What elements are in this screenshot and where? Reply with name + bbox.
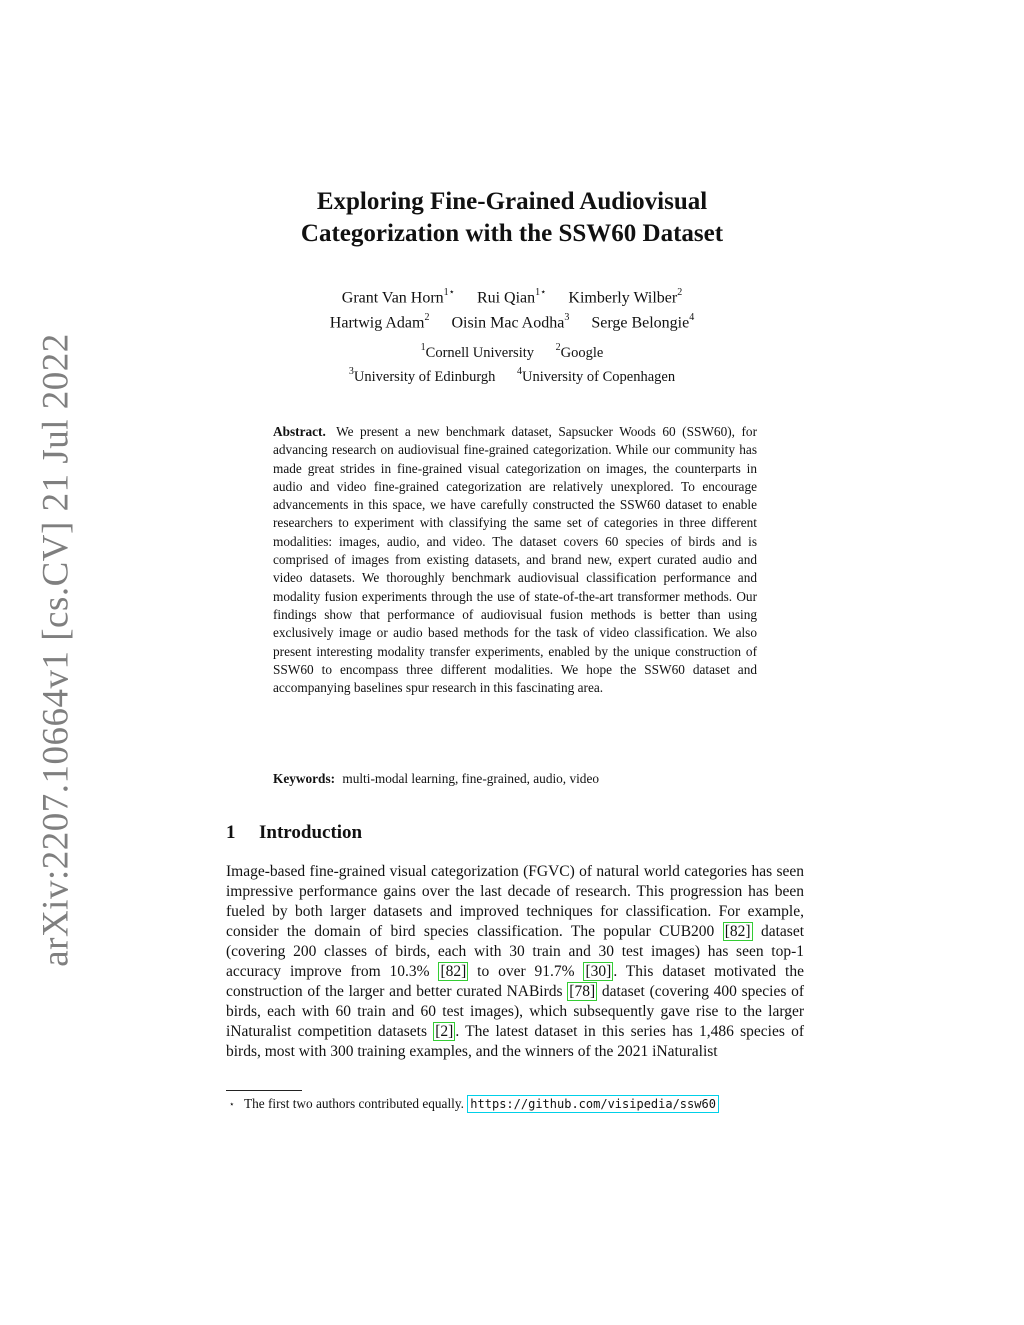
title-line-1: Exploring Fine-Grained Audiovisual [316,188,708,215]
author-line-2 [0,308,1024,333]
author-line-1 [0,283,1024,308]
section-heading [226,821,362,845]
keywords-text: multi-modal learning, fine-grained, audio, video [342,771,600,786]
footnote [226,1095,816,1113]
author: Rui Qian$^{1⋆}$ [476,287,547,307]
title-line-2: Categorization with the SSW60 Dataset [300,220,724,247]
footnote-mark: ⋆ [229,1099,235,1109]
footnote-text: The first two authors contributed equally. [244,1096,464,1111]
author: Oisin Mac Aodha$^3$ [451,312,570,332]
keywords-label: Keywords: [273,771,336,786]
github-url-link[interactable]: https://github.com/visipedia/ssw60 [467,1095,719,1113]
citation-link[interactable]: [82] [724,923,751,940]
author: Kimberly Wilber$^2$ [568,287,683,307]
author: Hartwig Adam$^2$ [329,312,430,332]
affiliation-line-2 [0,363,1024,387]
abstract-label: Abstract. [273,424,326,439]
section-title: Introduction [259,822,363,843]
citation-link[interactable]: [78] [569,983,596,1000]
abstract [273,423,757,697]
section-number: 1 [226,822,236,843]
keywords [273,770,757,788]
arxiv-identifier: arXiv:2207.10664v1 [cs.CV] 21 Jul 2022 [35,333,77,967]
affiliation: $^1$Cornell University [420,342,535,361]
intro-paragraph: Image-based fine-grained visual categorization (FGVC) of natural world categories has seen impressive performance gains over the last decade of research. This progression has been fueled by both larger datasets and improved techniques for classification. For example, consider the domain of bird species classification. The popular CUB200 [82] dataset (covering 200 classes of birds, each with 30 train and 30 test images) has seen top-1 accuracy improve from 10.3% [82] to over 91.7% [30] . This dataset motivated the construction of the larger and better curated NABirds [78] dataset (covering 400 species of birds, each with 60 train and 60 test images), which subsequently gave rise to the larger iNaturalist competition datasets [2] . The latest dataset in this series has 1,486 species of birds, most with 300 training examples, and the winners of the 2021 iNaturalist [226,863,805,1060]
paper-title [0,186,1024,250]
citation-link[interactable]: [30] [585,963,612,980]
affiliation-list [0,339,1024,387]
affiliation: $^3$University of Edinburgh [348,365,496,385]
citation-link[interactable]: [82] [440,963,467,980]
abstract-text: We present a new benchmark dataset, Sapsucker Woods 60 (SSW60), for advancing research on audiovisual fine-grained categorization. While our community has made great strides in fine-grained visual categorization on images, the counterparts in audio and video fine-grained categorization are relatively unexplored. To encourage advancements in this space, we have carefully constructed the SSW60 dataset to enable researchers to experiment with classifying the same set of categories in three different modalities: images, audio, and video. The dataset covers 60 species of birds and is comprised of images from existing datasets, and brand new, expert curated audio and video datasets. We thoroughly benchmark audiovisual classification performance and modality fusion experiments through the use of state-of-the-art transformer methods. Our findings show that performance of audiovisual fusion methods is better than using exclusively image or audio based methods for the task of video classification. We also present interesting modality transfer experiments, enabled by the unique construction of SSW60 to encompass three different modalities. We hope the SSW60 dataset and accompanying baselines spur research in this fascinating area. [273,424,757,696]
affiliation: $^2$Google [555,342,604,361]
author: Grant Van Horn$^{1⋆}$ [341,287,455,307]
affiliation-line-1 [0,339,1024,363]
author-list [0,283,1024,334]
footnote-rule [226,1090,302,1091]
citation-link[interactable]: [2] [435,1023,454,1040]
affiliation: $^4$University of Copenhagen [517,365,676,385]
author: Serge Belongie$^4$ [591,312,695,332]
